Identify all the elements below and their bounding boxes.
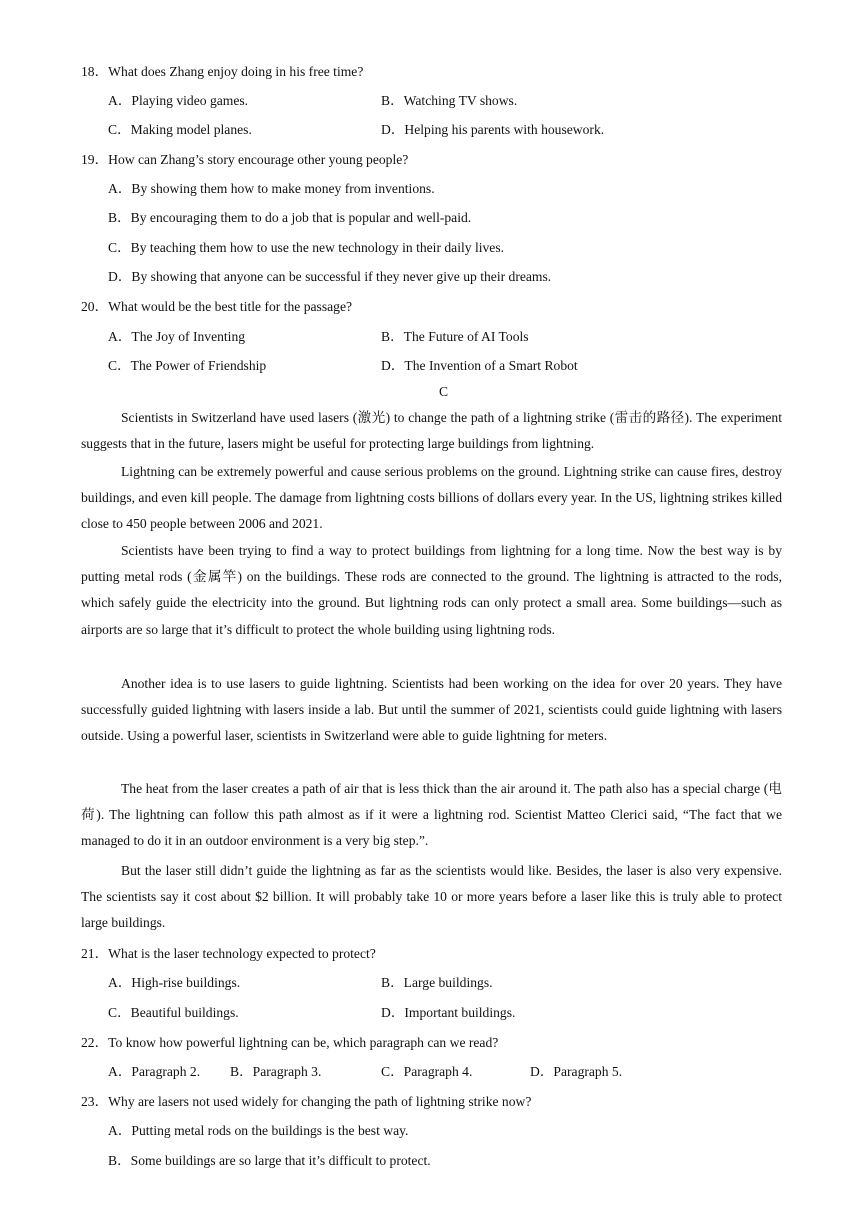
question-18-option-d: D．Helping his parents with housework. [381, 122, 605, 137]
question-22-option-d: D．Paragraph 5. [530, 1064, 623, 1079]
question-19-option-a: A．By showing them how to make money from inventions. [108, 181, 435, 196]
question-18-stem: 18．What does Zhang enjoy doing in his free time? [81, 64, 364, 79]
question-21-option-d: D．Important buildings. [381, 1005, 516, 1020]
passage-paragraph-2: Lightning can be extremely powerful and cause serious problems on the ground. Lightning strike can cause fires, destroy buildings, and even kill people. The damage from lightning costs billions of dollars every year. In the US, lightning strikes killed close to 450 people between 2006 and 2021. [81, 464, 782, 532]
question-23-stem: 23．Why are lasers not used widely for changing the path of lightning strike now? [81, 1094, 532, 1109]
question-20-stem: 20．What would be the best title for the passage? [81, 299, 353, 314]
question-20-option-c: C．The Power of Friendship [108, 358, 267, 373]
question-21-option-a: A．High-rise buildings. [108, 975, 241, 990]
question-22-option-b: B．Paragraph 3. [230, 1064, 322, 1079]
passage-paragraph-5: The heat from the laser creates a path of air that is less thick than the air around it. The path also has a special charge (电荷). The lightning can follow this path almost as if it were a lightning rod. Scientist Matteo Clerici said, “The fact that we managed to do it in an outdoor environment is a very big step.”. [81, 781, 782, 849]
question-18-option-c: C．Making model planes. [108, 122, 252, 137]
question-21-stem: 21．What is the laser technology expected to protect? [81, 946, 376, 961]
question-22-stem: 22．To know how powerful lightning can be, which paragraph can we read? [81, 1035, 499, 1050]
passage-paragraph-4: Another idea is to use lasers to guide lightning. Scientists had been working on the idea for over 20 years. They have successfully guided lightning with lasers inside a lab. But until the summer of 2021, scientists could guide lightning with lasers outside. Using a powerful laser, scientists in Switzerland were able to guide lightning for meters. [81, 676, 782, 744]
question-18-option-a: A．Playing video games. [108, 93, 249, 108]
question-22-option-a: A．Paragraph 2. [108, 1064, 201, 1079]
question-21-option-b: B．Large buildings. [381, 975, 493, 990]
question-20-option-d: D．The Invention of a Smart Robot [381, 358, 578, 373]
question-19-option-d: D．By showing that anyone can be successful if they never give up their dreams. [108, 269, 552, 284]
question-23-option-a: A．Putting metal rods on the buildings is the best way. [108, 1123, 409, 1138]
passage-paragraph-6: But the laser still didn’t guide the lightning as far as the scientists would like. Besides, the laser is also very expensive. The scientists say it cost about $2 billion. It will probably take 10 or more years before a laser like this is truly able to protect large buildings. [81, 863, 782, 931]
question-19-option-b: B．By encouraging them to do a job that is popular and well-paid. [108, 210, 472, 225]
question-18-option-b: B．Watching TV shows. [381, 93, 518, 108]
passage-paragraph-3: Scientists have been trying to find a way to protect buildings from lightning for a long time. Now the best way is by putting metal rods (金属竿) on the buildings. These rods are connected to the ground. The lightning is attracted to the rods, which safely guide the electricity into the ground. But lightning rods can only protect a small area. Some buildings—such as airports are so large that it’s difficult to protect the whole building using lightning rods. [81, 543, 782, 637]
question-23-option-b: B．Some buildings are so large that it’s difficult to protect. [108, 1153, 431, 1168]
passage-paragraph-1: Scientists in Switzerland have used lasers (激光) to change the path of a lightning strike (雷击的路径). The experiment suggests that in the future, lasers might be useful for protecting large buildings from lightning. [81, 410, 782, 452]
question-20-option-b: B．The Future of AI Tools [381, 329, 529, 344]
question-19-option-c: C．By teaching them how to use the new technology in their daily lives. [108, 240, 505, 255]
question-19-stem: 19．How can Zhang’s story encourage other young people? [81, 152, 409, 167]
section-c-heading: C [438, 384, 449, 399]
question-21-option-c: C．Beautiful buildings. [108, 1005, 239, 1020]
question-20-option-a: A．The Joy of Inventing [108, 329, 246, 344]
question-22-option-c: C．Paragraph 4. [381, 1064, 473, 1079]
